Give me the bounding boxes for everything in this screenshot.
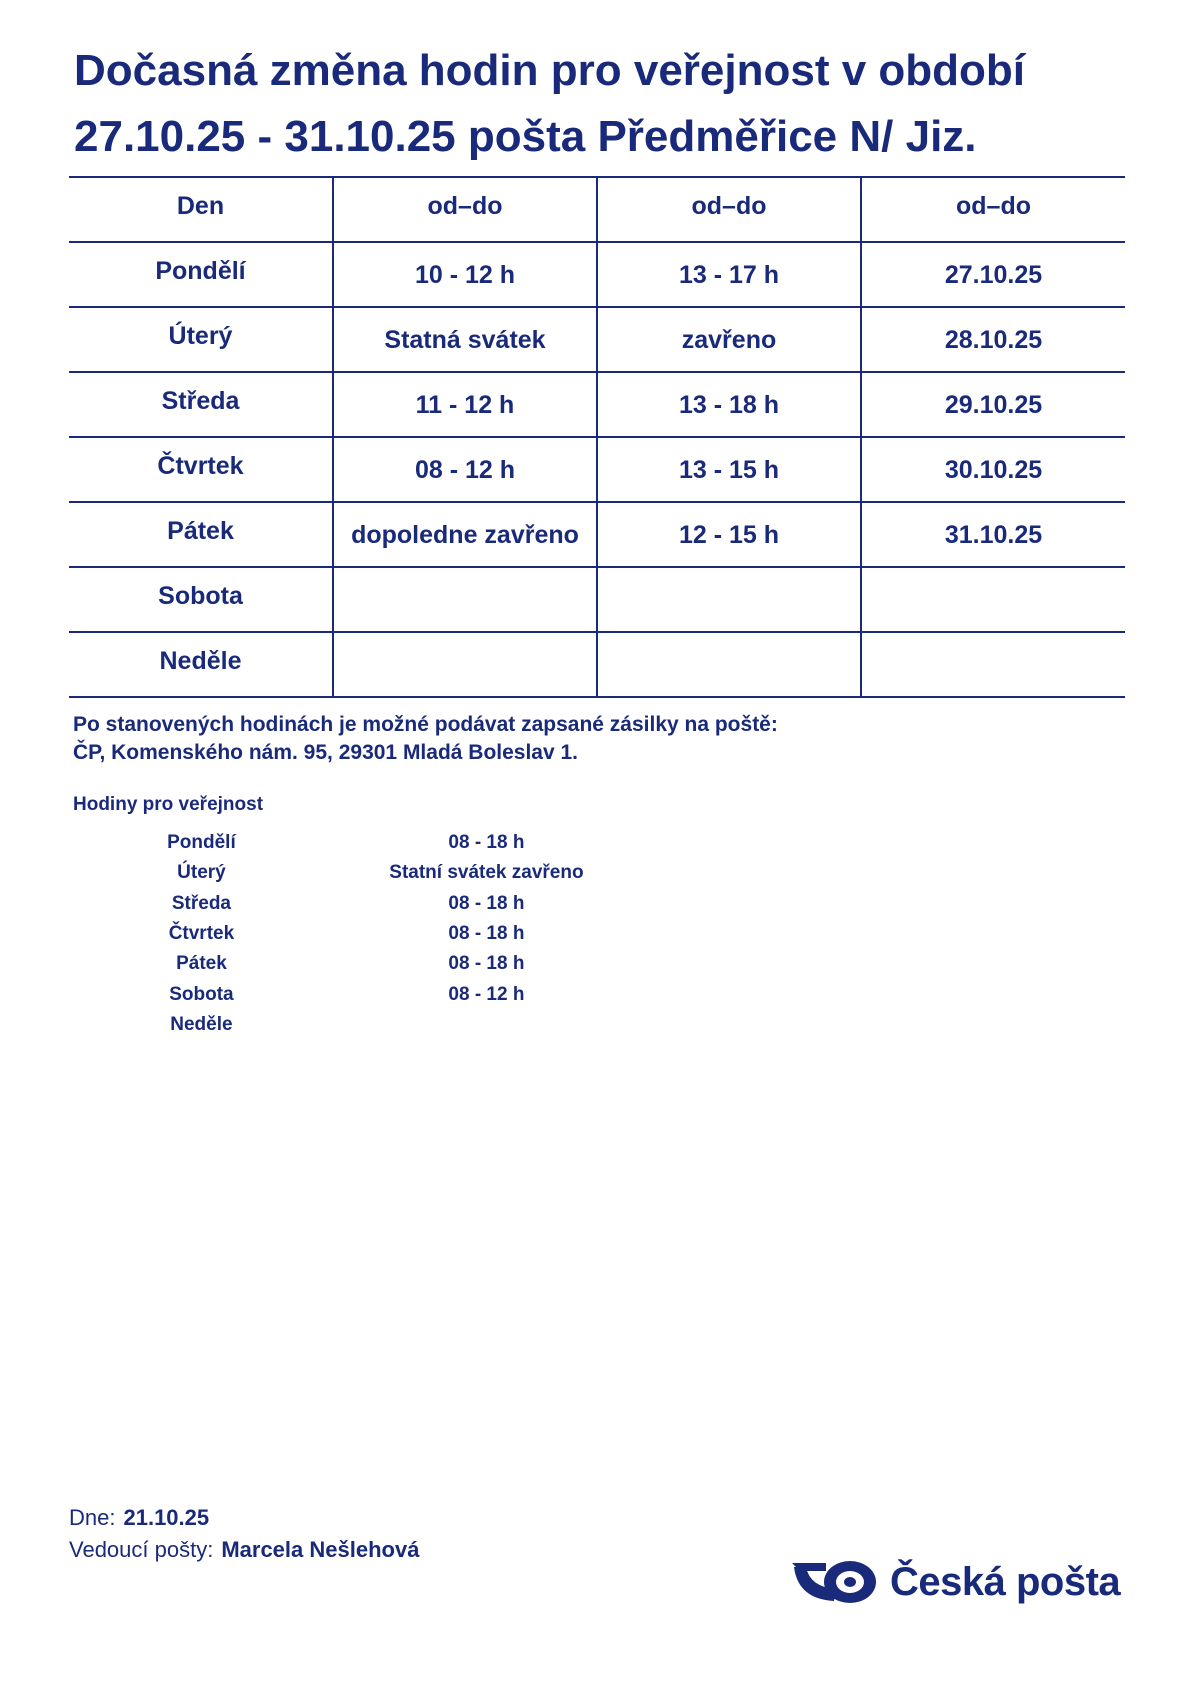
range-1-cell: 08 - 12 h bbox=[333, 437, 597, 502]
public-day: Pátek bbox=[176, 953, 227, 975]
public-day: Neděle bbox=[170, 1013, 233, 1035]
day-cell: Pátek bbox=[69, 502, 333, 567]
note-line-2: ČP, Komenského nám. 95, 29301 Mladá Boleslav 1. bbox=[73, 741, 579, 764]
range-2-cell bbox=[597, 567, 861, 632]
ceska-posta-logo bbox=[792, 1559, 1120, 1605]
date-cell: 29.10.25 bbox=[861, 372, 1125, 437]
header-day: Den bbox=[69, 177, 333, 242]
header-range-1: od–do bbox=[333, 177, 597, 242]
range-2-cell bbox=[597, 632, 861, 697]
table-row bbox=[69, 242, 1125, 307]
title-line-2: 27.10.25 - 31.10.25 pošta Předměřice N/ Jiz. bbox=[74, 112, 977, 161]
table-row bbox=[69, 567, 1125, 632]
range-2-cell: zavřeno bbox=[597, 307, 861, 372]
ceska-posta-horn-icon bbox=[792, 1559, 878, 1605]
list-item bbox=[140, 1010, 640, 1040]
list-item bbox=[140, 919, 640, 949]
manager-label: Vedoucí pošty: bbox=[69, 1537, 214, 1562]
public-hours-list bbox=[140, 828, 640, 1040]
public-value: 08 - 12 h bbox=[448, 983, 525, 1005]
public-day: Čtvrtek bbox=[168, 923, 235, 945]
date-label: Dne: bbox=[69, 1505, 116, 1530]
public-day: Sobota bbox=[169, 983, 234, 1005]
hours-table bbox=[69, 176, 1125, 698]
public-value: 08 - 18 h bbox=[448, 832, 525, 854]
list-item bbox=[140, 889, 640, 919]
public-day: Středa bbox=[171, 892, 231, 914]
title-line-1: Dočasná změna hodin pro veřejnost v období bbox=[74, 46, 1026, 95]
list-item bbox=[140, 858, 640, 888]
range-1-cell: dopoledne zavřeno bbox=[333, 502, 597, 567]
public-value: 08 - 18 h bbox=[448, 953, 525, 975]
list-item bbox=[140, 979, 640, 1009]
day-cell: Neděle bbox=[69, 632, 333, 697]
table-row bbox=[69, 307, 1125, 372]
range-1-cell: 10 - 12 h bbox=[333, 242, 597, 307]
range-1-cell bbox=[333, 632, 597, 697]
alternate-post-note bbox=[73, 711, 778, 767]
table-row bbox=[69, 437, 1125, 502]
brand-text: Česká pošta bbox=[890, 1559, 1121, 1604]
table-row bbox=[69, 502, 1125, 567]
day-cell: Středa bbox=[69, 372, 333, 437]
header-range-2: od–do bbox=[597, 177, 861, 242]
public-value: 08 - 18 h bbox=[448, 892, 525, 914]
public-day: Pondělí bbox=[167, 832, 236, 854]
manager-value: Marcela Nešlehová bbox=[221, 1537, 420, 1562]
header-range-3: od–do bbox=[861, 177, 1125, 242]
public-value: 08 - 18 h bbox=[448, 923, 525, 945]
range-1-cell: 11 - 12 h bbox=[333, 372, 597, 437]
list-item bbox=[140, 828, 640, 858]
list-item bbox=[140, 949, 640, 979]
day-cell: Pondělí bbox=[69, 242, 333, 307]
range-1-cell: Statná svátek bbox=[333, 307, 597, 372]
table-row bbox=[69, 372, 1125, 437]
note-line-1: Po stanovených hodinách je možné podávat zapsané zásilky na poště: bbox=[73, 713, 778, 736]
table-header-row bbox=[69, 177, 1125, 242]
date-cell bbox=[861, 567, 1125, 632]
range-2-cell: 13 - 17 h bbox=[597, 242, 861, 307]
page-title bbox=[74, 38, 1134, 170]
public-day: Úterý bbox=[177, 862, 226, 884]
date-value: 21.10.25 bbox=[123, 1505, 210, 1530]
range-2-cell: 13 - 18 h bbox=[597, 372, 861, 437]
range-1-cell bbox=[333, 567, 597, 632]
manager-line bbox=[69, 1534, 419, 1566]
date-cell: 28.10.25 bbox=[861, 307, 1125, 372]
date-cell: 31.10.25 bbox=[861, 502, 1125, 567]
table-row bbox=[69, 632, 1125, 697]
date-cell bbox=[861, 632, 1125, 697]
date-cell: 30.10.25 bbox=[861, 437, 1125, 502]
range-2-cell: 13 - 15 h bbox=[597, 437, 861, 502]
public-hours-title: Hodiny pro veřejnost bbox=[73, 794, 264, 815]
day-cell: Úterý bbox=[69, 307, 333, 372]
day-cell: Čtvrtek bbox=[69, 437, 333, 502]
date-line bbox=[69, 1502, 419, 1534]
signature-block bbox=[69, 1502, 419, 1566]
range-2-cell: 12 - 15 h bbox=[597, 502, 861, 567]
day-cell: Sobota bbox=[69, 567, 333, 632]
public-value: Statní svátek zavřeno bbox=[389, 862, 584, 884]
date-cell: 27.10.25 bbox=[861, 242, 1125, 307]
